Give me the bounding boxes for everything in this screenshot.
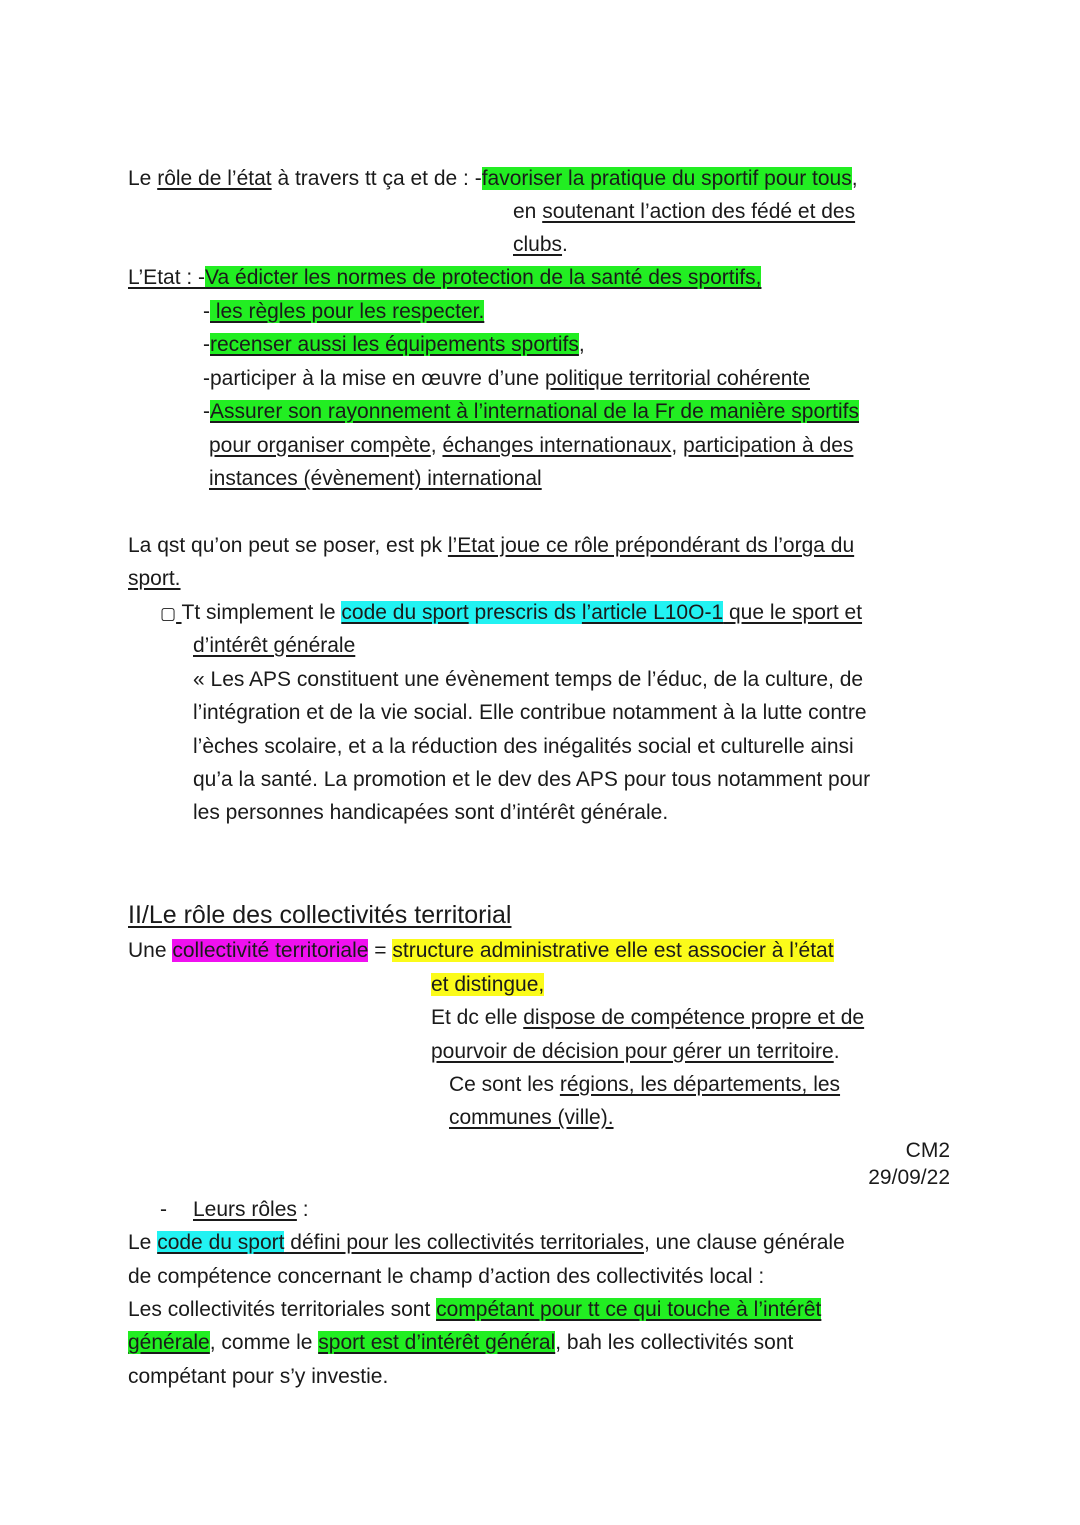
highlight-magenta: collectivité territoriale bbox=[172, 939, 369, 962]
roles-line-1: Le code du sport défini pour les collectivités territoriales, une clause générale bbox=[128, 1231, 845, 1254]
quote-line: l’èches scolaire, et a la réduction des inégalités social et culturelle ainsi bbox=[193, 735, 854, 758]
quote-line: « Les APS constituent une évènement temps de l’éduc, de la culture, de bbox=[193, 668, 864, 691]
etat-item-4: -participer à la mise en œuvre d’une politique territorial cohérente bbox=[203, 367, 810, 390]
highlight-green: les règles pour les respecter. bbox=[210, 300, 485, 323]
definition-line-5: Ce sont les régions, les départements, les bbox=[449, 1073, 841, 1096]
highlight-green: Assurer son rayonnement à l’international de la Fr de manière sportifs bbox=[210, 400, 859, 423]
course-label: CM2 bbox=[905, 1139, 950, 1162]
section-heading: II/Le rôle des collectivités territorial bbox=[128, 901, 512, 929]
highlight-cyan: l’article L10O-1 bbox=[581, 601, 724, 624]
etat-item-2: - les règles pour les respecter. bbox=[203, 300, 485, 323]
roles-heading: - Leurs rôles : bbox=[160, 1198, 309, 1221]
definition-line-1: Une collectivité territoriale = structure administrative elle est associer à l’état bbox=[128, 939, 834, 962]
question-line-2: sport. bbox=[128, 567, 181, 590]
state-role-line-1: Le rôle de l’état à travers tt ça et de : -favoriser la pratique du sportif pour tous, bbox=[128, 167, 858, 190]
definition-line-3: Et dc elle dispose de compétence propre et de bbox=[431, 1006, 865, 1029]
etat-item-1: L’Etat : -Va édicter les normes de protection de la santé des sportifs, bbox=[128, 266, 762, 289]
etat-item-3: -recenser aussi les équipements sportifs, bbox=[203, 333, 585, 356]
highlight-cyan: code du sport bbox=[157, 1231, 285, 1254]
highlight-yellow: structure administrative elle est associer à l’état bbox=[392, 939, 834, 962]
roles-line-5: compétant pour s’y investie. bbox=[128, 1365, 389, 1388]
etat-item-5-end: instances (évènement) international bbox=[209, 467, 542, 490]
etat-item-5-cont: pour organiser compète, échanges internationaux, participation à des bbox=[209, 434, 854, 457]
bullet-line-2: d’intérêt générale bbox=[193, 634, 356, 657]
definition-line-2 bbox=[431, 970, 544, 1000]
highlight-green: recenser aussi les équipements sportifs bbox=[210, 333, 579, 356]
quote-line: l’intégration et de la vie social. Elle contribue notamment à la lutte contre bbox=[193, 701, 867, 724]
highlight-cyan: code du sport bbox=[341, 601, 469, 624]
highlight-yellow: et distingue, bbox=[431, 973, 545, 996]
highlight-green: Va édicter les normes de protection de la santé des sportifs, bbox=[205, 266, 762, 289]
definition-line-4: pourvoir de décision pour gérer un territoire. bbox=[431, 1040, 840, 1063]
checkbox-glyph-icon: ▢ bbox=[160, 604, 177, 624]
etat-item-5: -Assurer son rayonnement à l’international de la Fr de manière sportifs bbox=[203, 400, 859, 423]
highlight-green: favoriser la pratique du sportif pour tous bbox=[481, 167, 852, 190]
state-role-line-2: en soutenant l’action des fédé et des bbox=[513, 200, 856, 223]
highlight-green: générale bbox=[128, 1331, 210, 1354]
roles-line-3: Les collectivités territoriales sont compétant pour tt ce qui touche à l’intérêt bbox=[128, 1298, 822, 1321]
highlight-green: compétant pour tt ce qui touche à l’intérêt bbox=[436, 1298, 822, 1321]
highlight-green: sport est d’intérêt général bbox=[318, 1331, 556, 1354]
state-role-line-3: clubs. bbox=[513, 233, 568, 256]
quote-line: qu’a la santé. La promotion et le dev des APS pour tous notamment pour bbox=[193, 768, 871, 791]
definition-line-6: communes (ville). bbox=[449, 1106, 614, 1129]
roles-line-4: générale, comme le sport est d’intérêt général, bah les collectivités sont bbox=[128, 1331, 794, 1354]
bullet-line-1: ▢ Tt simplement le code du sport prescris ds l’article L10O-1 que le sport et bbox=[160, 601, 863, 624]
course-date: 29/09/22 bbox=[868, 1166, 950, 1189]
quote-line: les personnes handicapées sont d’intérêt générale. bbox=[193, 801, 669, 824]
roles-line-2: de compétence concernant le champ d’action des collectivités local : bbox=[128, 1265, 765, 1288]
question-line-1: La qst qu’on peut se poser, est pk l’Etat joue ce rôle prépondérant ds l’orga du bbox=[128, 534, 855, 557]
